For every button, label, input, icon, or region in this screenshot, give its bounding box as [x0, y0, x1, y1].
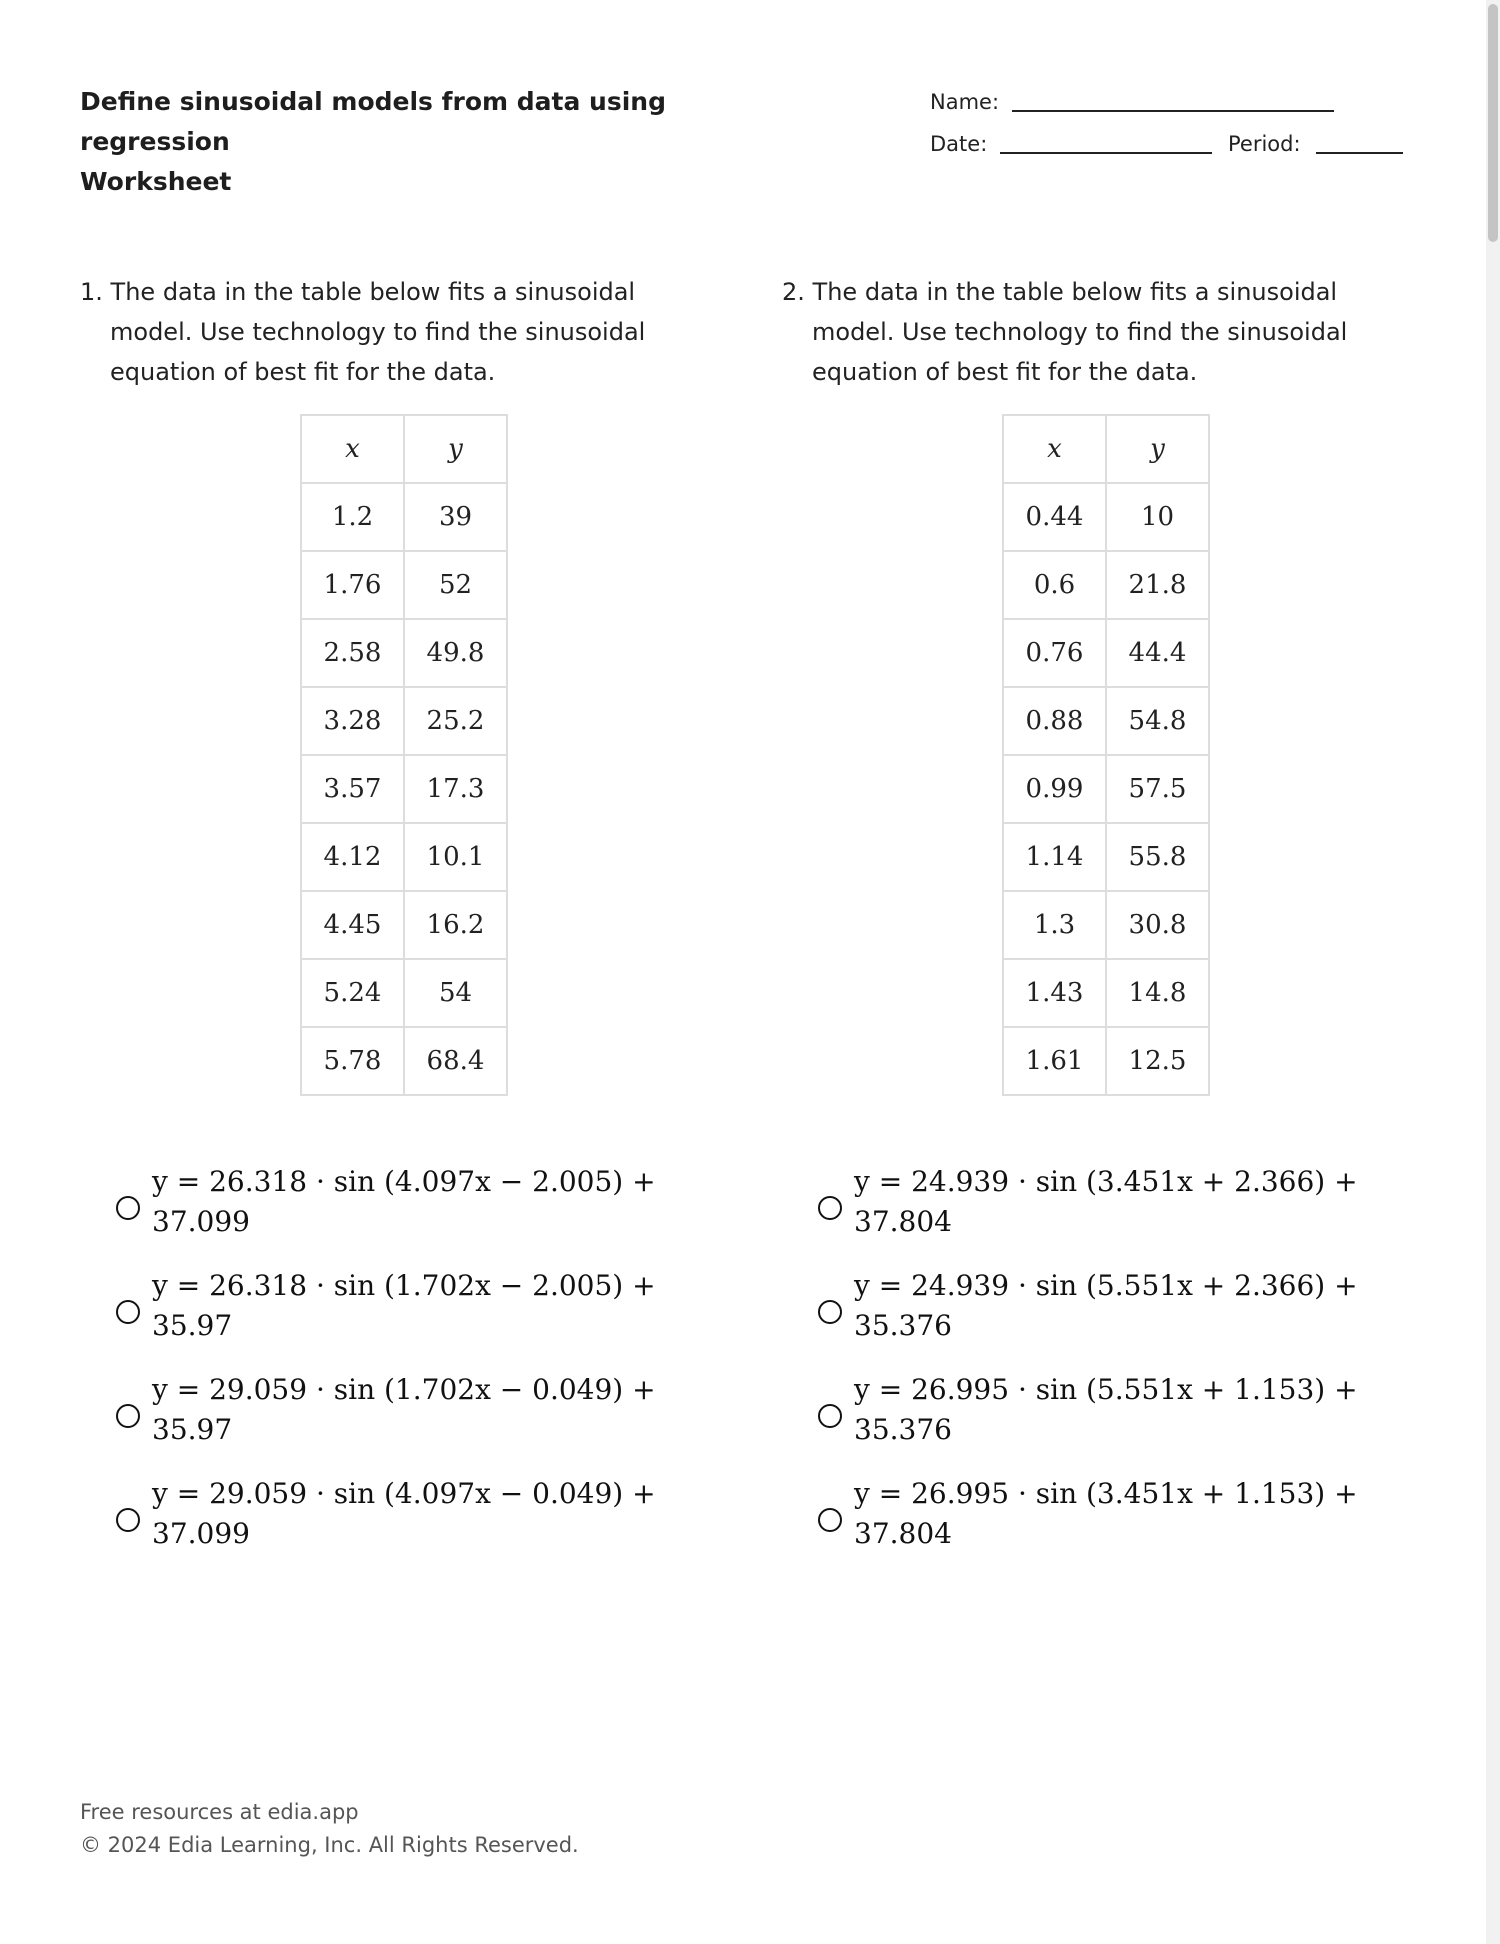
question-2-prompt	[782, 272, 1382, 392]
table-header-x: x	[1003, 415, 1106, 483]
table-row	[1003, 551, 1209, 619]
worksheet-title	[80, 82, 780, 202]
table-row	[1003, 823, 1209, 891]
question-1-choice-d[interactable]	[80, 1474, 656, 1578]
question-1-prompt	[80, 272, 680, 392]
table-cell: 1.14	[1003, 823, 1106, 891]
table-cell: 0.76	[1003, 619, 1106, 687]
table-row	[301, 687, 507, 755]
footer-resources-link[interactable]: Free resources at edia.app	[80, 1800, 359, 1824]
radio-button[interactable]	[116, 1300, 140, 1324]
table-cell: 3.57	[301, 755, 404, 823]
radio-button[interactable]	[116, 1508, 140, 1532]
table-row	[301, 823, 507, 891]
table-cell: 4.12	[301, 823, 404, 891]
question-2-choice-a[interactable]	[782, 1162, 1358, 1266]
table-cell: 44.4	[1106, 619, 1209, 687]
choice-equation: y = 26.995 · sin (5.551x + 1.153) + 35.376	[854, 1373, 1358, 1446]
date-period-row	[930, 126, 1406, 168]
table-cell: 12.5	[1106, 1027, 1209, 1095]
date-label: Date:	[930, 132, 988, 156]
title-line-2: Worksheet	[80, 167, 232, 196]
table-cell: 30.8	[1106, 891, 1209, 959]
table-row	[301, 755, 507, 823]
table-row	[1003, 619, 1209, 687]
question-1	[80, 272, 680, 1096]
table-row	[301, 891, 507, 959]
radio-button[interactable]	[818, 1196, 842, 1220]
question-1-table	[300, 414, 508, 1096]
table-cell: 25.2	[404, 687, 507, 755]
table-cell: 0.99	[1003, 755, 1106, 823]
table-header-x: x	[301, 415, 404, 483]
table-cell: 1.2	[301, 483, 404, 551]
table-cell: 39	[404, 483, 507, 551]
radio-button[interactable]	[116, 1196, 140, 1220]
table-cell: 55.8	[1106, 823, 1209, 891]
student-info-fields	[930, 84, 1406, 168]
radio-button[interactable]	[818, 1508, 842, 1532]
choice-equation: y = 29.059 · sin (1.702x − 0.049) + 35.97	[152, 1373, 656, 1446]
table-row	[1003, 483, 1209, 551]
table-cell: 5.24	[301, 959, 404, 1027]
table-cell: 54.8	[1106, 687, 1209, 755]
table-row	[1003, 891, 1209, 959]
table-row	[301, 551, 507, 619]
footer-copyright: © 2024 Edia Learning, Inc. All Rights Reserved.	[80, 1833, 579, 1857]
table-row	[1003, 959, 1209, 1027]
name-label: Name:	[930, 90, 1000, 114]
table-cell: 52	[404, 551, 507, 619]
footer	[80, 1796, 579, 1862]
table-cell: 54	[404, 959, 507, 1027]
table-cell: 0.88	[1003, 687, 1106, 755]
question-2-choice-d[interactable]	[782, 1474, 1358, 1578]
radio-button[interactable]	[818, 1404, 842, 1428]
table-header-y: y	[404, 415, 507, 483]
choice-equation: y = 29.059 · sin (4.097x − 0.049) + 37.099	[152, 1477, 656, 1550]
table-cell: 49.8	[404, 619, 507, 687]
table-cell: 1.76	[301, 551, 404, 619]
question-2-choices	[782, 1162, 1358, 1578]
table-cell: 21.8	[1106, 551, 1209, 619]
question-2	[782, 272, 1382, 1096]
choice-equation: y = 24.939 · sin (5.551x + 2.366) + 35.376	[854, 1269, 1358, 1342]
table-cell: 2.58	[301, 619, 404, 687]
table-cell: 1.3	[1003, 891, 1106, 959]
table-row	[301, 483, 507, 551]
table-cell: 1.43	[1003, 959, 1106, 1027]
date-line	[1000, 152, 1212, 154]
question-2-choice-c[interactable]	[782, 1370, 1358, 1474]
table-row	[1003, 755, 1209, 823]
table-cell: 16.2	[404, 891, 507, 959]
question-1-choice-a[interactable]	[80, 1162, 656, 1266]
table-cell: 0.44	[1003, 483, 1106, 551]
question-2-choice-b[interactable]	[782, 1266, 1358, 1370]
table-cell: 10	[1106, 483, 1209, 551]
table-row	[1003, 687, 1209, 755]
table-cell: 10.1	[404, 823, 507, 891]
choice-equation: y = 26.995 · sin (3.451x + 1.153) + 37.804	[854, 1477, 1358, 1550]
table-row	[301, 959, 507, 1027]
vertical-scrollbar[interactable]	[1486, 0, 1500, 1944]
question-2-number: 2.	[782, 278, 805, 306]
table-cell: 1.61	[1003, 1027, 1106, 1095]
table-header-row	[1003, 415, 1209, 483]
table-cell: 5.78	[301, 1027, 404, 1095]
question-2-table	[1002, 414, 1210, 1096]
table-cell: 3.28	[301, 687, 404, 755]
radio-button[interactable]	[116, 1404, 140, 1428]
question-1-number: 1.	[80, 278, 103, 306]
table-cell: 57.5	[1106, 755, 1209, 823]
question-1-text: The data in the table below fits a sinusoidal model. Use technology to find the sinusoidal equation of best fit for the data.	[110, 278, 646, 386]
name-line	[1012, 110, 1334, 112]
question-2-text: The data in the table below fits a sinusoidal model. Use technology to find the sinusoidal equation of best fit for the data.	[812, 278, 1348, 386]
question-1-choice-c[interactable]	[80, 1370, 656, 1474]
table-cell: 4.45	[301, 891, 404, 959]
table-header-y: y	[1106, 415, 1209, 483]
radio-button[interactable]	[818, 1300, 842, 1324]
choice-equation: y = 26.318 · sin (1.702x − 2.005) + 35.97	[152, 1269, 656, 1342]
choice-equation: y = 24.939 · sin (3.451x + 2.366) + 37.804	[854, 1165, 1358, 1238]
table-header-row	[301, 415, 507, 483]
title-line-1: Define sinusoidal models from data using regression	[80, 87, 666, 156]
table-cell: 68.4	[404, 1027, 507, 1095]
question-1-choice-b[interactable]	[80, 1266, 656, 1370]
table-row	[301, 619, 507, 687]
table-cell: 14.8	[1106, 959, 1209, 1027]
table-cell: 17.3	[404, 755, 507, 823]
scrollbar-thumb[interactable]	[1488, 4, 1498, 242]
table-cell: 0.6	[1003, 551, 1106, 619]
table-row	[301, 1027, 507, 1095]
period-label: Period:	[1228, 132, 1301, 156]
choice-equation: y = 26.318 · sin (4.097x − 2.005) + 37.099	[152, 1165, 656, 1238]
period-line	[1316, 152, 1403, 154]
name-field-row	[930, 84, 1406, 126]
table-row	[1003, 1027, 1209, 1095]
question-1-choices	[80, 1162, 656, 1578]
